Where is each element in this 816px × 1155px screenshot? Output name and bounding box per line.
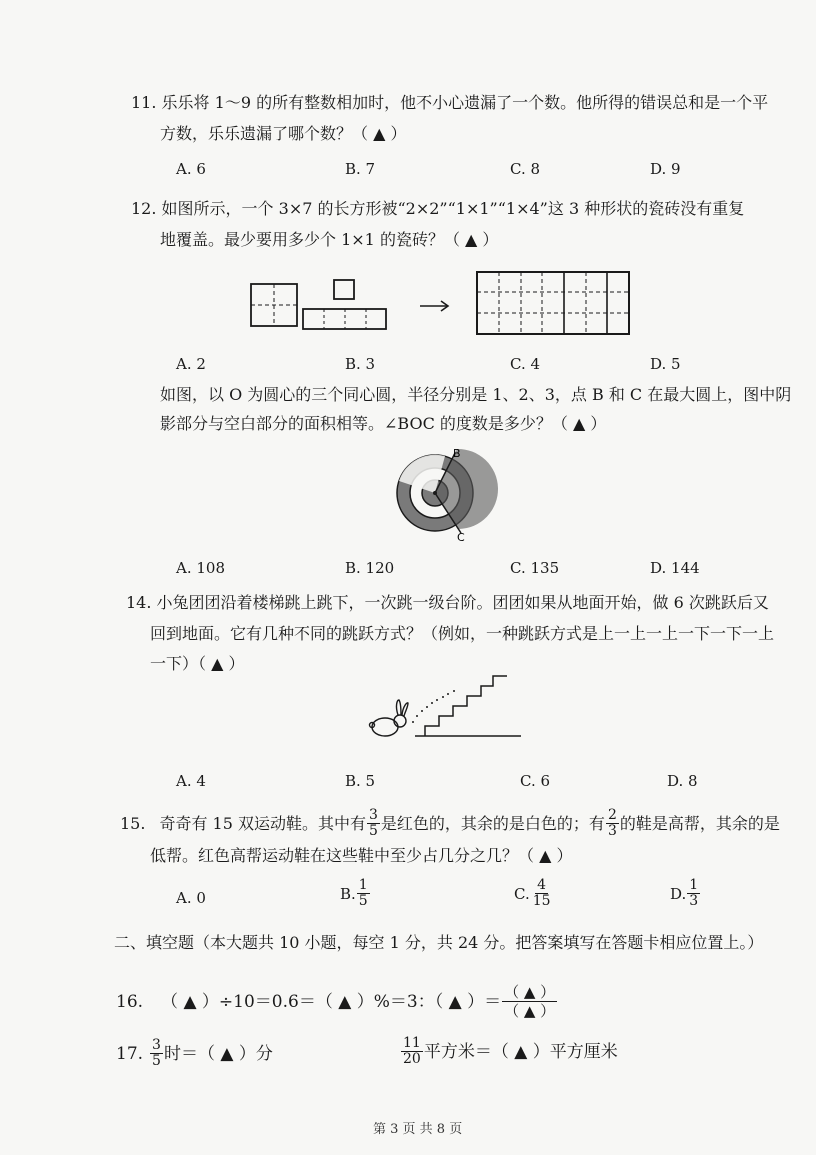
q15-number: 15. <box>120 813 146 833</box>
fraction-four-fifteenths: $\frac{4}{15}$ <box>532 877 551 909</box>
point-b-label: B <box>453 447 461 460</box>
tile-2x2 <box>251 284 297 326</box>
q14-option-b: B. 5 <box>345 772 376 790</box>
fraction-two-thirds: $\frac{2}{3}$ <box>607 807 617 839</box>
q16-number: 16. <box>116 991 144 1012</box>
q15-option-c: C. $\frac{4}{15}$ <box>514 877 551 909</box>
q14-line1 <box>126 593 769 613</box>
q16-fraction-blank: $\frac{( ▲ )}{( ▲ )}$ <box>504 983 556 1020</box>
q13-line1: 如图，以 O 为圆心的三个同心圆，半径分别是 1、2、3，点 B 和 C 在最大圆上，图中阴 <box>160 385 792 404</box>
tile-1x1 <box>334 280 354 299</box>
q17-part2 <box>400 1036 618 1067</box>
q13-concentric-circles-figure <box>395 445 485 545</box>
q11-text-line1: 乐乐将 1～9 的所有整数相加时，他不小心遗漏了一个数。他所得的错误总和是一个平 <box>161 93 769 112</box>
q17-text-part2: 平方米＝（ ▲ ）平方厘米 <box>423 1041 618 1062</box>
q13-option-d: D. 144 <box>650 559 700 577</box>
q12-line1 <box>131 199 744 219</box>
q14-option-d: D. 8 <box>667 772 698 790</box>
q13-option-b: B. 120 <box>345 559 395 577</box>
q14-option-c: C. 6 <box>520 772 551 790</box>
jump-trail <box>412 690 455 723</box>
stairs <box>415 676 521 736</box>
rabbit-icon <box>370 700 409 736</box>
q12-option-b: B. 3 <box>345 355 376 373</box>
q14-option-a: A. 4 <box>176 772 206 790</box>
q11-option-d: D. 9 <box>650 160 681 178</box>
q12-text-line1: 如图所示，一个 3×7 的长方形被“2×2”“1×1”“1×4”这 3 种形状的瓷砖没有重复 <box>161 199 745 218</box>
q15-option-d: D. $\frac{1}{3}$ <box>670 877 699 909</box>
q11-number: 11. <box>131 93 157 112</box>
q12-option-d: D. 5 <box>650 355 681 373</box>
fraction-three-fifths: $\frac{3}{5}$ <box>369 807 378 839</box>
q14-line2: 回到地面。它有几种不同的跳跃方式？（例如，一种跳跃方式是上一上一上一下一下一上 <box>150 624 775 643</box>
q11-line2: 方数，乐乐遗漏了哪个数？（ ▲ ） <box>160 124 407 143</box>
point-c-label: C <box>457 531 465 544</box>
q12-option-c: C. 4 <box>510 355 541 373</box>
rectangle-3x7 <box>477 272 629 334</box>
fraction-one-fifth: $\frac{1}{5}$ <box>358 877 368 909</box>
q15-line1 <box>120 808 780 839</box>
q11-option-c: C. 8 <box>510 160 541 178</box>
q17-number: 17. <box>116 1043 144 1064</box>
q12-number: 12. <box>131 199 157 218</box>
q15-line2: 低帮。红色高帮运动鞋在这些鞋中至少占几分之几？（ ▲ ） <box>150 846 573 865</box>
q12-option-a: A. 2 <box>176 355 206 373</box>
tile-1x4 <box>303 309 386 329</box>
q11-line1 <box>131 93 768 113</box>
q15-option-b: B. $\frac{1}{5}$ <box>340 877 368 909</box>
page-footer: 第 3 页 共 8 页 <box>373 1122 463 1137</box>
q17-text-part1: 时＝（ ▲ ）分 <box>163 1043 273 1064</box>
q11-option-b: B. 7 <box>345 160 376 178</box>
fraction-three-fifths-hour: $\frac{3}{5}$ <box>152 1037 161 1069</box>
arrow-right-icon <box>420 301 448 311</box>
q15-text-part2: 是红色的，其余的是白色的；有 <box>380 813 605 833</box>
q13-option-a: A. 108 <box>176 559 225 577</box>
q15-text-part3: 的鞋是高帮，其余的是 <box>619 813 780 833</box>
q13-line2: 影部分与空白部分的面积相等。∠BOC 的度数是多少？（ ▲ ） <box>160 414 607 433</box>
q11-option-a: A. 6 <box>176 160 206 178</box>
q14-line3: 一下）（ ▲ ） <box>150 654 245 673</box>
q12-line2: 地覆盖。最少要用多少个 1×1 的瓷砖？（ ▲ ） <box>160 230 499 249</box>
fraction-one-third: $\frac{1}{3}$ <box>689 877 699 909</box>
q14-rabbit-stairs-figure <box>365 670 525 745</box>
q12-tiles-figure <box>248 270 638 340</box>
q16-line <box>116 983 558 1020</box>
q15-text-part1: 奇奇有 15 双运动鞋。其中有 <box>159 813 366 833</box>
q15-option-a: A. 0 <box>176 889 206 907</box>
section-title-fill-in: 二、填空题（本大题共 10 小题，每空 1 分，共 24 分。把答案填写在答题卡相应位置上。） <box>114 933 764 952</box>
q13-option-c: C. 135 <box>510 559 560 577</box>
fraction-eleven-twentieths: $\frac{11}{20}$ <box>403 1035 421 1067</box>
q14-number: 14. <box>126 593 152 612</box>
q16-text: （ ▲ ）÷10＝0.6＝（ ▲ ）%＝3：（ ▲ ）＝ <box>161 991 502 1012</box>
q14-text-line1: 小兔团团沿着楼梯跳上跳下，一次跳一级台阶。团团如果从地面开始，做 6 次跳跃后又 <box>156 593 769 612</box>
q17-part1 <box>116 1038 273 1069</box>
